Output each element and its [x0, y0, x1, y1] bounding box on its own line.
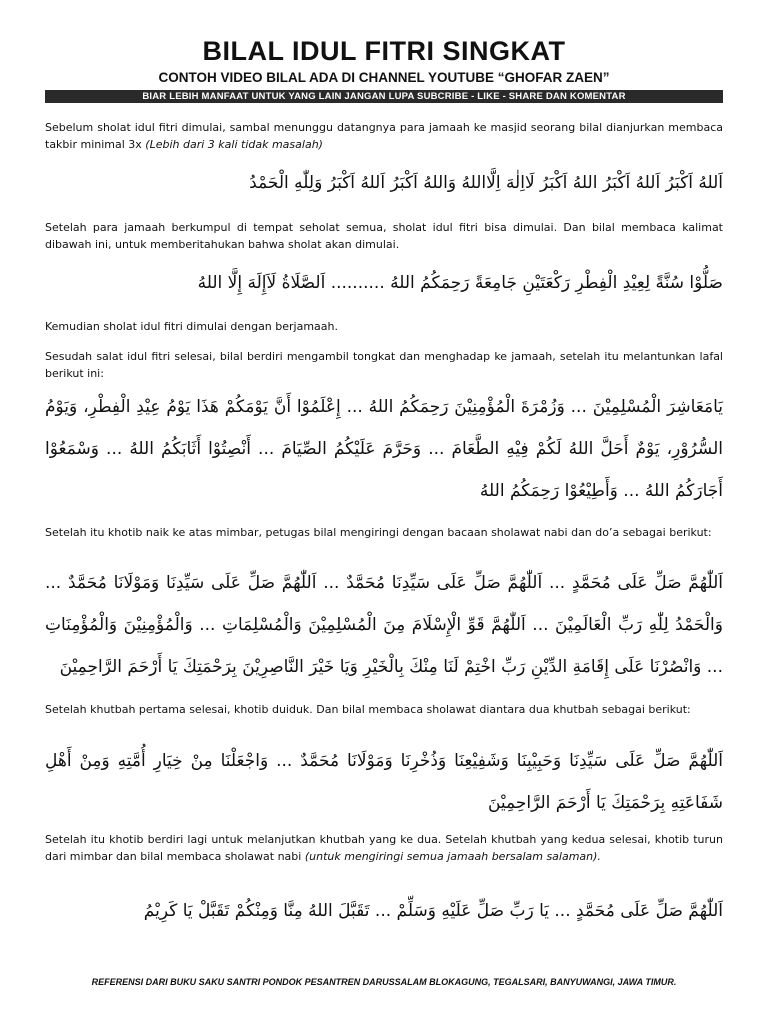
section-5-arabic: اَللّٰهُمَّ صَلِّ عَلَى مُحَمَّدٍ ... اَللّٰهُمَّ صَلِّ عَلَى سَيِّدِنَا مُحَمَّدٌ ... اَللّٰهُمَّ صَلِّ عَلَى سَيِّدِنَا وَمَوْلَانَا مُحَمَّدٌ ... وَالْحَمْدُ لِلّٰهِ رَبِّ الْعَالَمِيْنَ ... اَللّٰهُمَّ قَوِّ الْإِسْلَامَ مِنَ الْمُسْلِمِيْنَ وَالْمُسْلِمَاتِ ... وَالْمُؤْمِنِيْنَ وَالْمُؤْمِنَاتِ ... وَانْصُرْنَا عَلَى إِقَامَةِ الدِّيْنِ رَبِّ اخْتِمْ لَنَا مِنْكَ بِالْخَيْرِ وَيَا خَيْرَ النَّاصِرِيْنَ بِرَحْمَتِكَ يَا أَرْحَمَ الرَّاحِمِيْنَ [45, 573, 723, 677]
section-4-arabic: يَامَعَاشِرَ الْمُسْلِمِيْنَ ... وَزُمْرَةَ الْمُؤْمِنِيْنَ رَحِمَكُمُ اللهُ ... إِعْلَمُوْا أَنَّ يَوْمَكُمْ هَذَا يَوْمُ عِيْدِ الْفِطْرِ، وَيَوْمُ السُّرُوْرِ، يَوْمٌ أَحَلَّ اللهُ لَكُمْ فِيْهِ الطَّعَامَ ... وَحَرَّمَ عَلَيْكُمُ الصِّيَامَ ... أَنْصِتُوْا أَثَابَكُمُ اللهُ ... وَسْمَعُوْا أَجَارَكُمُ اللهُ ... وَأَطِيْعُوْا رَحِمَكُمُ اللهُ [45, 397, 723, 501]
section-1-note: (Lebih dari 3 kali tidak masalah) [145, 138, 323, 151]
section-4-text [45, 348, 723, 382]
page-title: BILAL IDUL FITRI SINGKAT [202, 36, 566, 66]
section-6-body: Setelah khutbah pertama selesai, khotib duiduk. Dan bilal membaca sholawat diantara dua khutbah sebagai berikut: [45, 703, 691, 716]
subscribe-banner: BIAR LEBIH MANFAAT UNTUK YANG LAIN JANGAN LUPA SUBCRIBE - LIKE - SHARE DAN KOMENTAR [45, 90, 723, 103]
section-1-text [45, 119, 723, 153]
section-7-body: Setelah itu khotib berdiri lagi untuk melanjutkan khutbah yang ke dua. Setelah khutbah yang kedua selesai, khotib turun dari mimbar dan bilal membaca sholawat nabi [45, 833, 723, 863]
section-3-body: Kemudian sholat idul fitri dimulai dengan berjamaah. [45, 320, 339, 333]
section-1-body: Sebelum sholat idul fitri dimulai, sambal menunggu datangnya para jamaah ke masjid seorang bilal dianjurkan membaca takbir minimal 3x [45, 121, 723, 151]
section-6-arabic: اَللّٰهُمَّ صَلِّ عَلَى سَيِّدِنَا وَحَبِيْبِنَا وَشَفِيْعِنَا وَذُخْرِنَا وَمَوْلَانَا مُحَمَّدٌ ... وَاجْعَلْنَا مِنْ خِيَارِ أُمَّتِهِ وَمِنْ أَهْلِ شَفَاعَتِهِ بِرَحْمَتِكَ يَا أَرْحَمَ الرَّاحِمِيْنَ [45, 751, 723, 813]
section-1-arabic: اَللهُ اَكْبَرُ اَللهُ اَكْبَرُ اللهُ اَكْبَرُ لَااِلٰهَ اِلَّااللهُ وَاللهُ اَكْبَرُ اَللهُ اَكْبَرُ وَلِلّٰهِ الْحَمْدُ [249, 173, 723, 193]
page-subtitle: CONTOH VIDEO BILAL ADA DI CHANNEL YOUTUBE “GHOFAR ZAEN” [158, 70, 610, 85]
section-2-body: Setelah para jamaah berkumpul di tempat seholat semua, sholat idul fitri bisa dimulai. Dan bilal membaca kalimat dibawah ini, untuk memberitahukan bahwa sholat akan dimulai. [45, 221, 723, 251]
section-2-text [45, 219, 723, 253]
section-7-note: (untuk mengiringi semua jamaah bersalam salaman). [304, 850, 601, 863]
reference-footer: REFERENSI DARI BUKU SAKU SANTRI PONDOK PESANTREN DARUSSALAM BLOKAGUNG, TEGALSARI, BANYUWANGI, JAWA TIMUR. [91, 977, 677, 987]
section-3-text [45, 318, 723, 335]
section-7-arabic: اَللّٰهُمَّ صَلِّ عَلَى مُحَمَّدٍ ... يَا رَبِّ صَلِّ عَلَيْهِ وَسَلِّمْ ... تَقَبَّلَ اللهُ مِنَّا وَمِنْكُمْ تَقَبَّلْ يَا كَرِيْمُ [143, 901, 723, 921]
section-7-text [45, 831, 723, 865]
section-4-body: Sesudah salat idul fitri selesai, bilal berdiri mengambil tongkat dan menghadap ke jamaah, setelah itu melantunkan lafal berikut ini: [45, 350, 723, 380]
section-2-arabic: صَلُّوْا سُنَّةً لِعِيْدِ الْفِطْرِ رَكْعَتَيْنِ جَامِعَةً رَحِمَكُمُ اللهُ .......... اَلصَّلَاةُ لَاَإِلَهَ إِلَّا اللهُ [197, 273, 723, 293]
section-6-text [45, 701, 723, 718]
section-5-body: Setelah itu khotib naik ke atas mimbar, petugas bilal mengiringi dengan bacaan sholawat nabi dan do’a sebagai berikut: [45, 526, 712, 539]
section-5-text [45, 524, 723, 541]
